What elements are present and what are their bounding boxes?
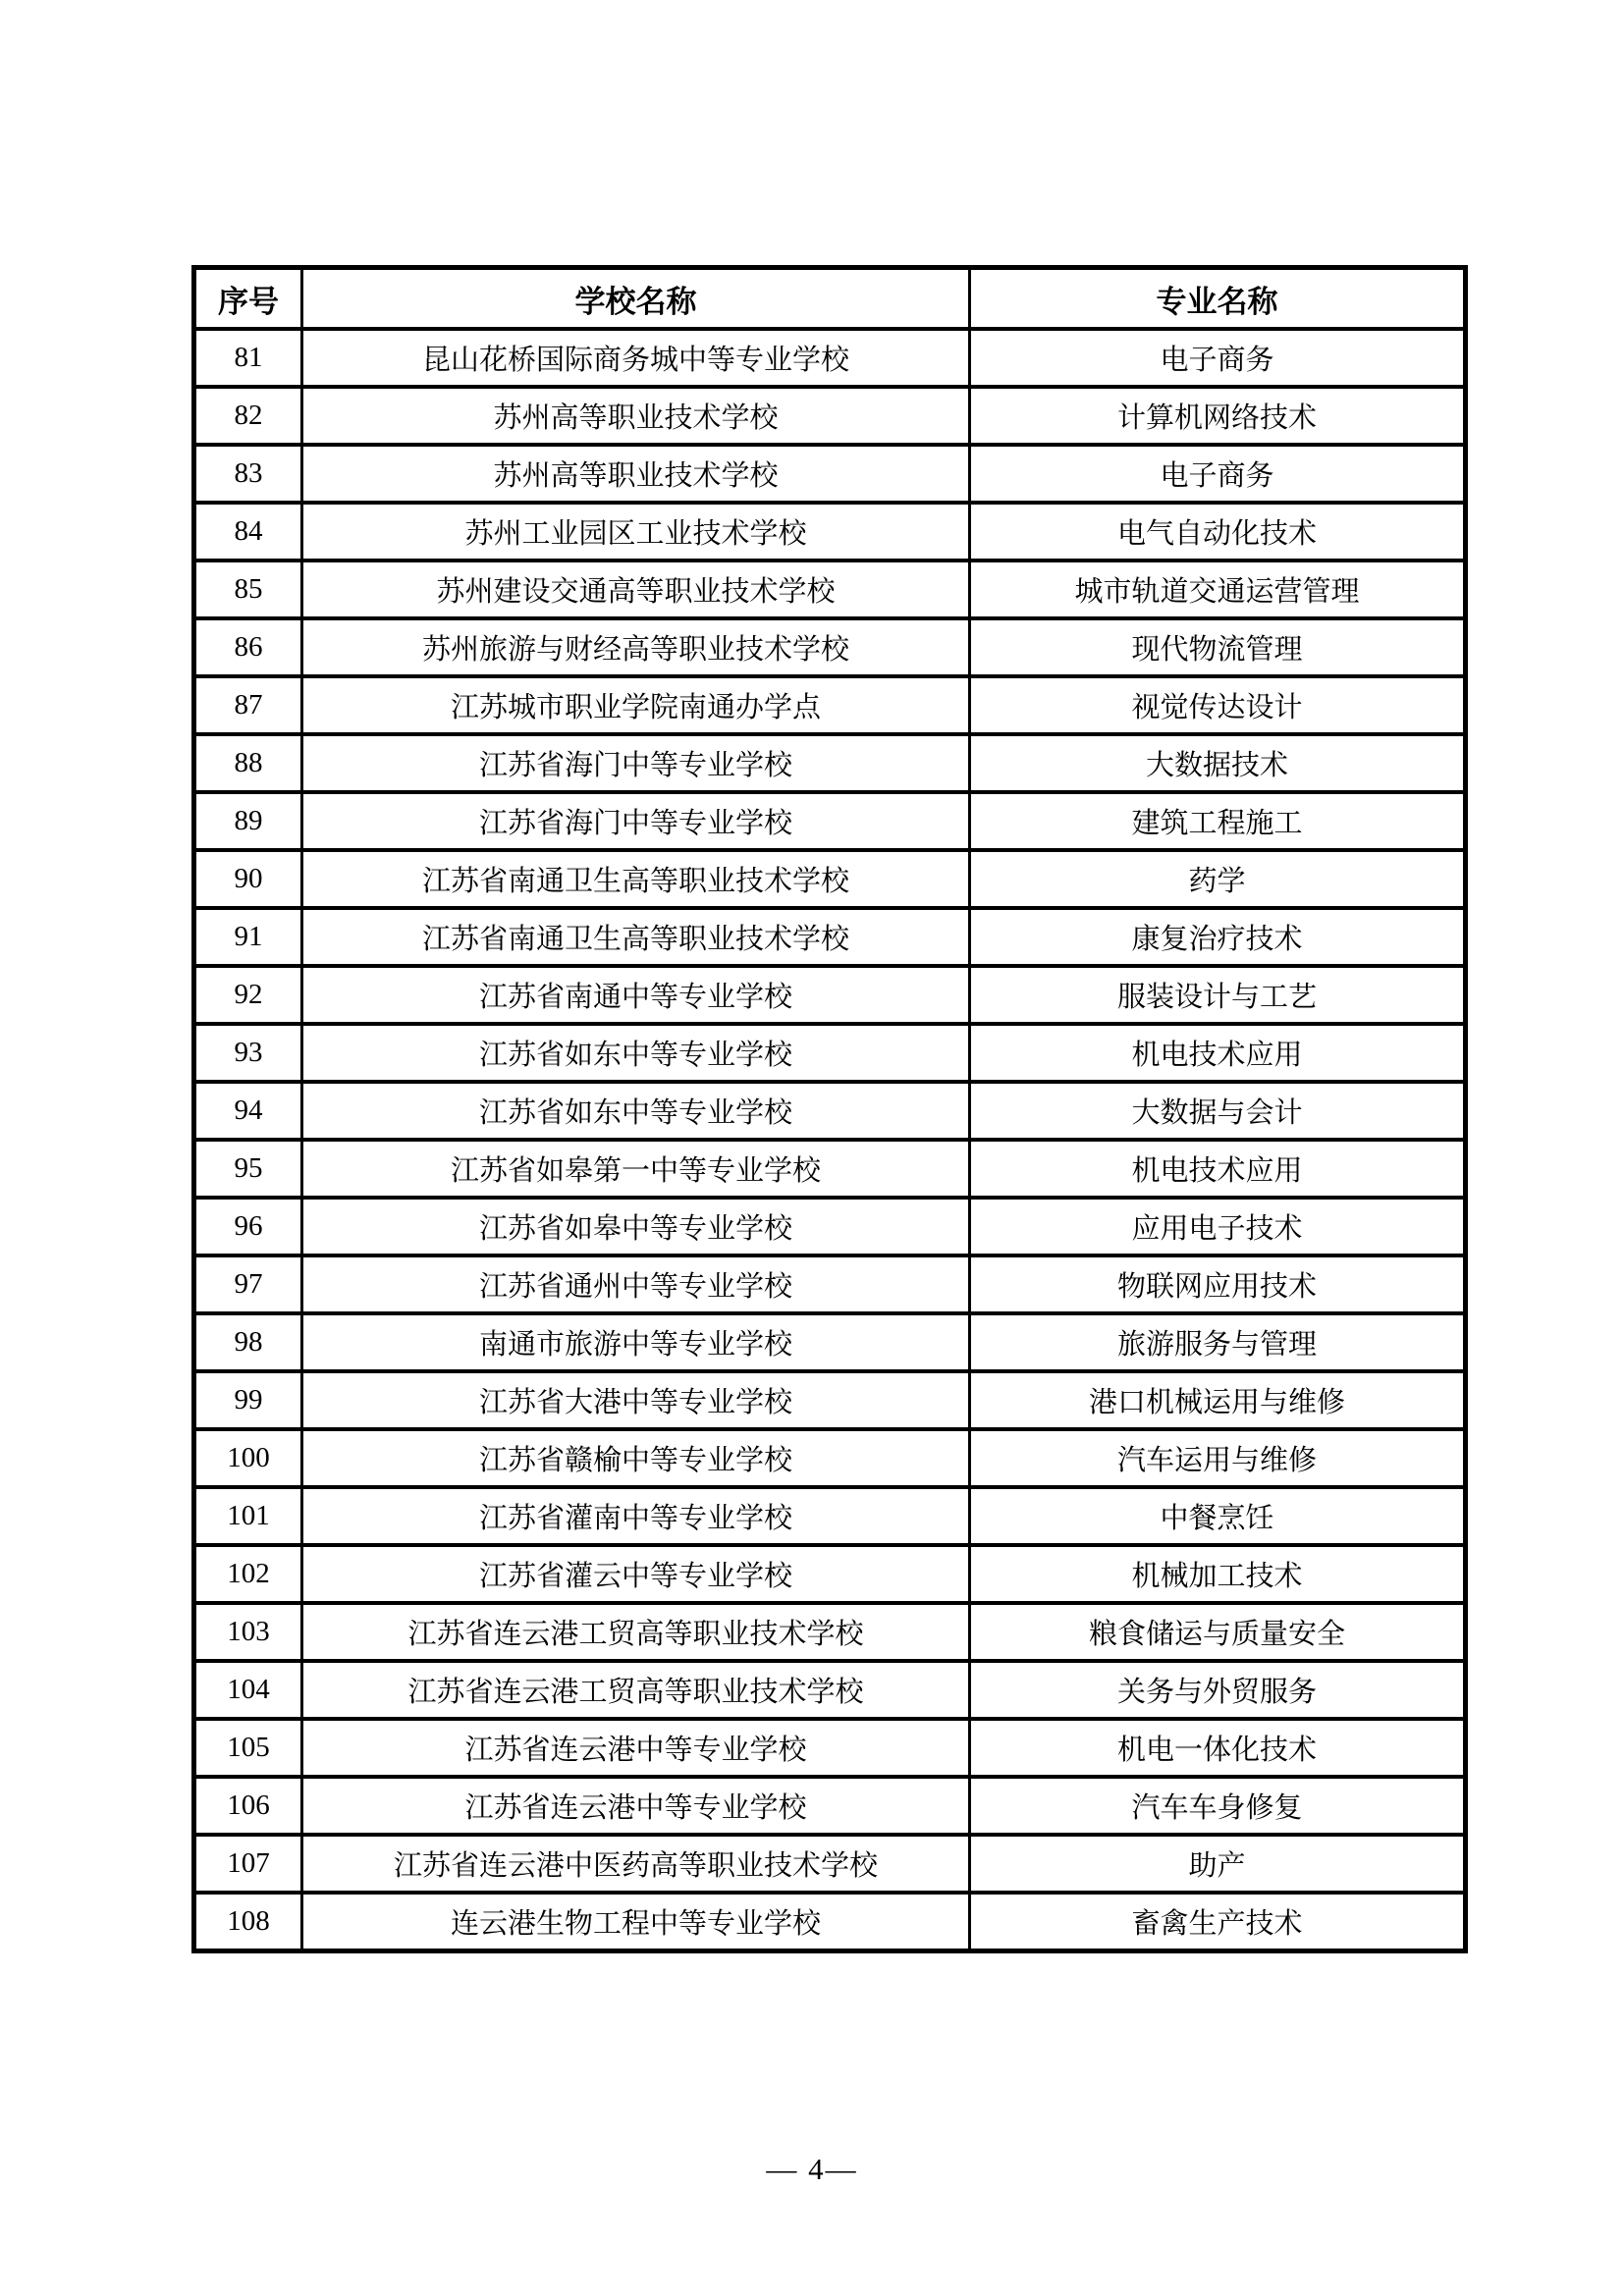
table-row — [194, 792, 1466, 850]
page-number: — 4— — [766, 2152, 858, 2186]
row-cell-school: 江苏省连云港工贸高等职业技术学校 — [302, 1603, 970, 1661]
header-cell-school: 学校名称 — [302, 268, 970, 330]
row-cell-school: 江苏省如皋中等专业学校 — [302, 1198, 970, 1255]
table-row — [194, 1198, 1466, 1255]
row-cell-major: 中餐烹饪 — [970, 1487, 1466, 1545]
row-cell-school: 江苏省南通中等专业学校 — [302, 966, 970, 1024]
table-row — [194, 1082, 1466, 1140]
row-cell-no: 101 — [194, 1487, 302, 1545]
row-cell-no: 107 — [194, 1835, 302, 1893]
row-cell-major: 现代物流管理 — [970, 618, 1466, 676]
row-cell-no: 92 — [194, 966, 302, 1024]
header-cell-no: 序号 — [194, 268, 302, 330]
table-row — [194, 329, 1466, 387]
row-cell-school: 苏州工业园区工业技术学校 — [302, 503, 970, 561]
row-cell-no: 84 — [194, 503, 302, 561]
row-cell-school: 江苏省如东中等专业学校 — [302, 1024, 970, 1082]
row-cell-no: 103 — [194, 1603, 302, 1661]
row-cell-no: 94 — [194, 1082, 302, 1140]
table-row — [194, 908, 1466, 966]
row-cell-school: 江苏省大港中等专业学校 — [302, 1371, 970, 1429]
row-cell-no: 87 — [194, 676, 302, 734]
row-cell-no: 91 — [194, 908, 302, 966]
table-row — [194, 445, 1466, 503]
row-cell-major: 机电技术应用 — [970, 1024, 1466, 1082]
row-cell-major: 机电技术应用 — [970, 1140, 1466, 1198]
row-cell-major: 畜禽生产技术 — [970, 1893, 1466, 1951]
table-row — [194, 1487, 1466, 1545]
row-cell-school: 苏州高等职业技术学校 — [302, 445, 970, 503]
row-cell-school: 江苏省海门中等专业学校 — [302, 792, 970, 850]
row-cell-school: 江苏省南通卫生高等职业技术学校 — [302, 850, 970, 908]
row-cell-major: 建筑工程施工 — [970, 792, 1466, 850]
table-row — [194, 1371, 1466, 1429]
row-cell-no: 105 — [194, 1719, 302, 1777]
row-cell-school: 江苏省如皋第一中等专业学校 — [302, 1140, 970, 1198]
table-row — [194, 1545, 1466, 1603]
row-cell-school: 昆山花桥国际商务城中等专业学校 — [302, 329, 970, 387]
row-cell-major: 计算机网络技术 — [970, 387, 1466, 445]
table-row — [194, 503, 1466, 561]
table-row — [194, 676, 1466, 734]
row-cell-no: 86 — [194, 618, 302, 676]
row-cell-major: 大数据技术 — [970, 734, 1466, 792]
table-row — [194, 387, 1466, 445]
row-cell-school: 苏州建设交通高等职业技术学校 — [302, 561, 970, 618]
row-cell-no: 90 — [194, 850, 302, 908]
row-cell-school: 江苏省连云港中等专业学校 — [302, 1719, 970, 1777]
row-cell-school: 苏州高等职业技术学校 — [302, 387, 970, 445]
row-cell-school: 江苏省灌南中等专业学校 — [302, 1487, 970, 1545]
row-cell-no: 89 — [194, 792, 302, 850]
row-cell-school: 江苏省连云港中医药高等职业技术学校 — [302, 1835, 970, 1893]
row-cell-no: 97 — [194, 1255, 302, 1313]
row-cell-no: 108 — [194, 1893, 302, 1951]
table-row — [194, 1661, 1466, 1719]
row-cell-major: 关务与外贸服务 — [970, 1661, 1466, 1719]
row-cell-major: 电子商务 — [970, 329, 1466, 387]
row-cell-major: 大数据与会计 — [970, 1082, 1466, 1140]
table-row — [194, 1429, 1466, 1487]
row-cell-school: 江苏省连云港工贸高等职业技术学校 — [302, 1661, 970, 1719]
row-cell-school: 江苏省海门中等专业学校 — [302, 734, 970, 792]
table-row — [194, 1603, 1466, 1661]
row-cell-school: 连云港生物工程中等专业学校 — [302, 1893, 970, 1951]
row-cell-major: 机械加工技术 — [970, 1545, 1466, 1603]
table-row — [194, 1835, 1466, 1893]
row-cell-major: 电气自动化技术 — [970, 503, 1466, 561]
table-header-row — [194, 268, 1466, 330]
row-cell-school: 江苏省南通卫生高等职业技术学校 — [302, 908, 970, 966]
row-cell-major: 应用电子技术 — [970, 1198, 1466, 1255]
row-cell-no: 98 — [194, 1313, 302, 1371]
row-cell-major: 电子商务 — [970, 445, 1466, 503]
row-cell-no: 83 — [194, 445, 302, 503]
table-row — [194, 850, 1466, 908]
row-cell-major: 机电一体化技术 — [970, 1719, 1466, 1777]
row-cell-no: 95 — [194, 1140, 302, 1198]
row-cell-major: 助产 — [970, 1835, 1466, 1893]
row-cell-school: 江苏省赣榆中等专业学校 — [302, 1429, 970, 1487]
row-cell-no: 106 — [194, 1777, 302, 1835]
table-row — [194, 1777, 1466, 1835]
row-cell-no: 102 — [194, 1545, 302, 1603]
header-cell-major: 专业名称 — [970, 268, 1466, 330]
table-row — [194, 1255, 1466, 1313]
row-cell-major: 旅游服务与管理 — [970, 1313, 1466, 1371]
row-cell-school: 江苏省灌云中等专业学校 — [302, 1545, 970, 1603]
row-cell-school: 江苏省如东中等专业学校 — [302, 1082, 970, 1140]
row-cell-major: 港口机械运用与维修 — [970, 1371, 1466, 1429]
table-row — [194, 1024, 1466, 1082]
row-cell-major: 汽车车身修复 — [970, 1777, 1466, 1835]
school-major-table — [191, 265, 1468, 1953]
row-cell-major: 服装设计与工艺 — [970, 966, 1466, 1024]
row-cell-no: 85 — [194, 561, 302, 618]
table-row — [194, 734, 1466, 792]
row-cell-major: 物联网应用技术 — [970, 1255, 1466, 1313]
row-cell-school: 江苏省通州中等专业学校 — [302, 1255, 970, 1313]
row-cell-major: 粮食储运与质量安全 — [970, 1603, 1466, 1661]
table-row — [194, 966, 1466, 1024]
table-row — [194, 618, 1466, 676]
table-row — [194, 1313, 1466, 1371]
row-cell-major: 康复治疗技术 — [970, 908, 1466, 966]
row-cell-no: 99 — [194, 1371, 302, 1429]
table-row — [194, 561, 1466, 618]
row-cell-major: 城市轨道交通运营管理 — [970, 561, 1466, 618]
row-cell-major: 药学 — [970, 850, 1466, 908]
row-cell-major: 汽车运用与维修 — [970, 1429, 1466, 1487]
row-cell-school: 南通市旅游中等专业学校 — [302, 1313, 970, 1371]
table-row — [194, 1719, 1466, 1777]
row-cell-school: 江苏城市职业学院南通办学点 — [302, 676, 970, 734]
row-cell-no: 104 — [194, 1661, 302, 1719]
row-cell-no: 93 — [194, 1024, 302, 1082]
row-cell-no: 88 — [194, 734, 302, 792]
row-cell-major: 视觉传达设计 — [970, 676, 1466, 734]
table-row — [194, 1140, 1466, 1198]
row-cell-school: 江苏省连云港中等专业学校 — [302, 1777, 970, 1835]
table-row — [194, 1893, 1466, 1951]
row-cell-no: 96 — [194, 1198, 302, 1255]
row-cell-school: 苏州旅游与财经高等职业技术学校 — [302, 618, 970, 676]
row-cell-no: 82 — [194, 387, 302, 445]
row-cell-no: 81 — [194, 329, 302, 387]
row-cell-no: 100 — [194, 1429, 302, 1487]
